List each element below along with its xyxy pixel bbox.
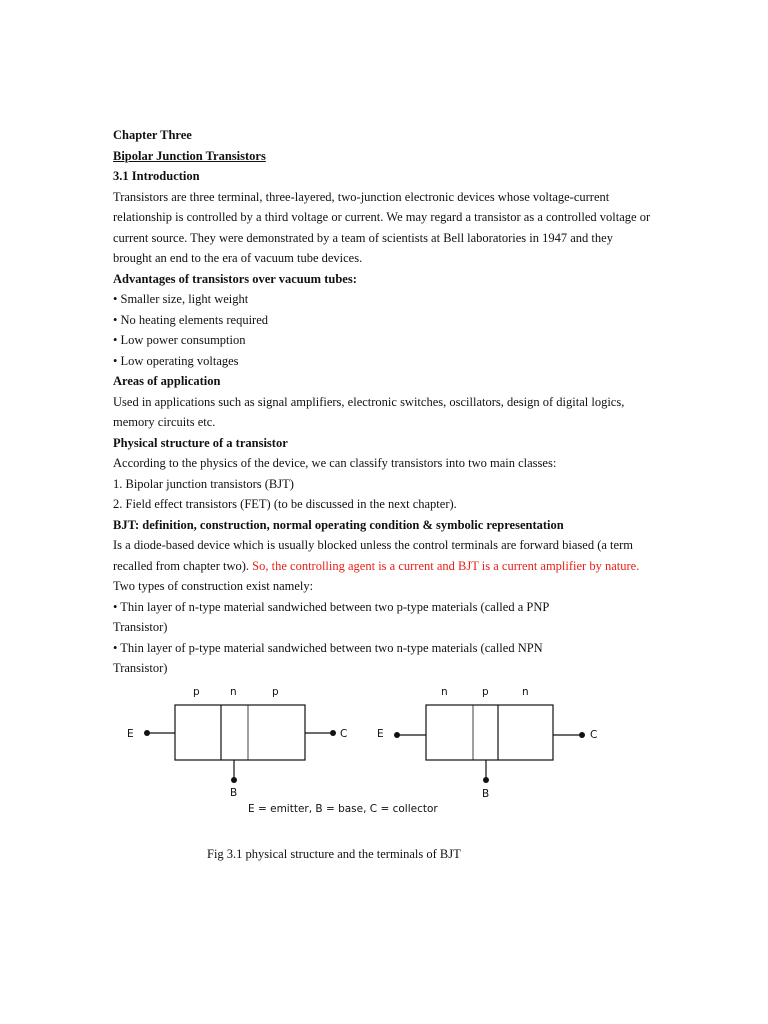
npn-emitter-terminal [394, 732, 400, 738]
pnp-base-terminal [231, 777, 237, 783]
npn-layer-label: n [522, 686, 529, 698]
bjt-heading: BJT: definition, construction, normal operating condition & symbolic representation [113, 517, 564, 532]
advantage-item: • No heating elements required [113, 312, 269, 327]
npn-base-terminal [483, 777, 489, 783]
npn-layer-label: p [482, 686, 489, 698]
advantage-item: • Low operating voltages [113, 353, 239, 368]
pnp-body [175, 705, 305, 760]
pnp-collector-terminal [330, 730, 336, 736]
physical-line: 1. Bipolar junction transistors (BJT) [113, 476, 294, 491]
physical-heading: Physical structure of a transistor [113, 435, 288, 450]
intro-line: relationship is controlled by a third voltage or current. We may regard a transistor as a controlled voltage or [113, 210, 651, 224]
npn-layer-label: n [441, 686, 448, 698]
pnp-collector-label: C [340, 728, 348, 740]
advantages-heading: Advantages of transistors over vacuum tubes: [113, 271, 357, 286]
pnp-base-label: B [230, 787, 238, 799]
figure-caption: Fig 3.1 physical structure and the terminals of BJT [207, 847, 461, 861]
construction-line: • Thin layer of p-type material sandwiched between two n-type materials (called NPN [113, 640, 543, 655]
pnp-layer-label: p [193, 686, 200, 698]
chapter-title: Chapter Three [113, 128, 192, 142]
advantage-item: • Low power consumption [113, 333, 246, 347]
pnp-transistor-diagram [147, 705, 333, 779]
bjt-line-plain: recalled from chapter two). [113, 558, 253, 573]
npn-emitter-label: E [377, 728, 384, 740]
construction-line: Two types of construction exist namely: [113, 579, 314, 593]
pnp-emitter-label: E [127, 728, 134, 740]
intro-line: current source. They were demonstrated by a team of scientists at Bell laboratories in 1947 and they [113, 230, 613, 245]
intro-heading: 3.1 Introduction [113, 169, 200, 183]
areas-line: memory circuits etc. [113, 415, 216, 429]
construction-line: Transistor) [113, 620, 168, 634]
areas-line: Used in applications such as signal amplifiers, electronic switches, oscillators, design of digital logics, [113, 394, 625, 409]
physical-line: 2. Field effect transistors (FET) (to be discussed in the next chapter). [113, 497, 457, 511]
npn-base-label: B [482, 788, 490, 800]
construction-line: Transistor) [113, 661, 168, 675]
figure-legend: E = emitter, B = base, C = collector [248, 803, 438, 815]
physical-line: According to the physics of the device, we can classify transistors into two main classes: [113, 456, 557, 470]
pnp-emitter-terminal [144, 730, 150, 736]
intro-line: Transistors are three terminal, three-layered, two-junction electronic devices whose voltage-current [113, 189, 610, 204]
construction-line: • Thin layer of n-type material sandwiched between two p-type materials (called a PNP [113, 599, 550, 614]
areas-heading: Areas of application [113, 374, 221, 388]
npn-body [426, 705, 553, 760]
section-title: Bipolar Junction Transistors [113, 148, 266, 163]
advantage-item: • Smaller size, light weight [113, 292, 249, 306]
bjt-line: Is a diode-based device which is usually blocked unless the control terminals are forward biased (a term [113, 538, 633, 552]
npn-collector-terminal [579, 732, 585, 738]
bjt-line-highlight: So, the controlling agent is a current and BJT is a current amplifier by nature. [252, 558, 640, 573]
pnp-layer-label: p [272, 686, 279, 698]
intro-line: brought an end to the era of vacuum tube devices. [113, 251, 363, 265]
npn-collector-label: C [590, 729, 598, 741]
npn-transistor-diagram [397, 705, 582, 779]
pnp-layer-label: n [230, 686, 237, 698]
